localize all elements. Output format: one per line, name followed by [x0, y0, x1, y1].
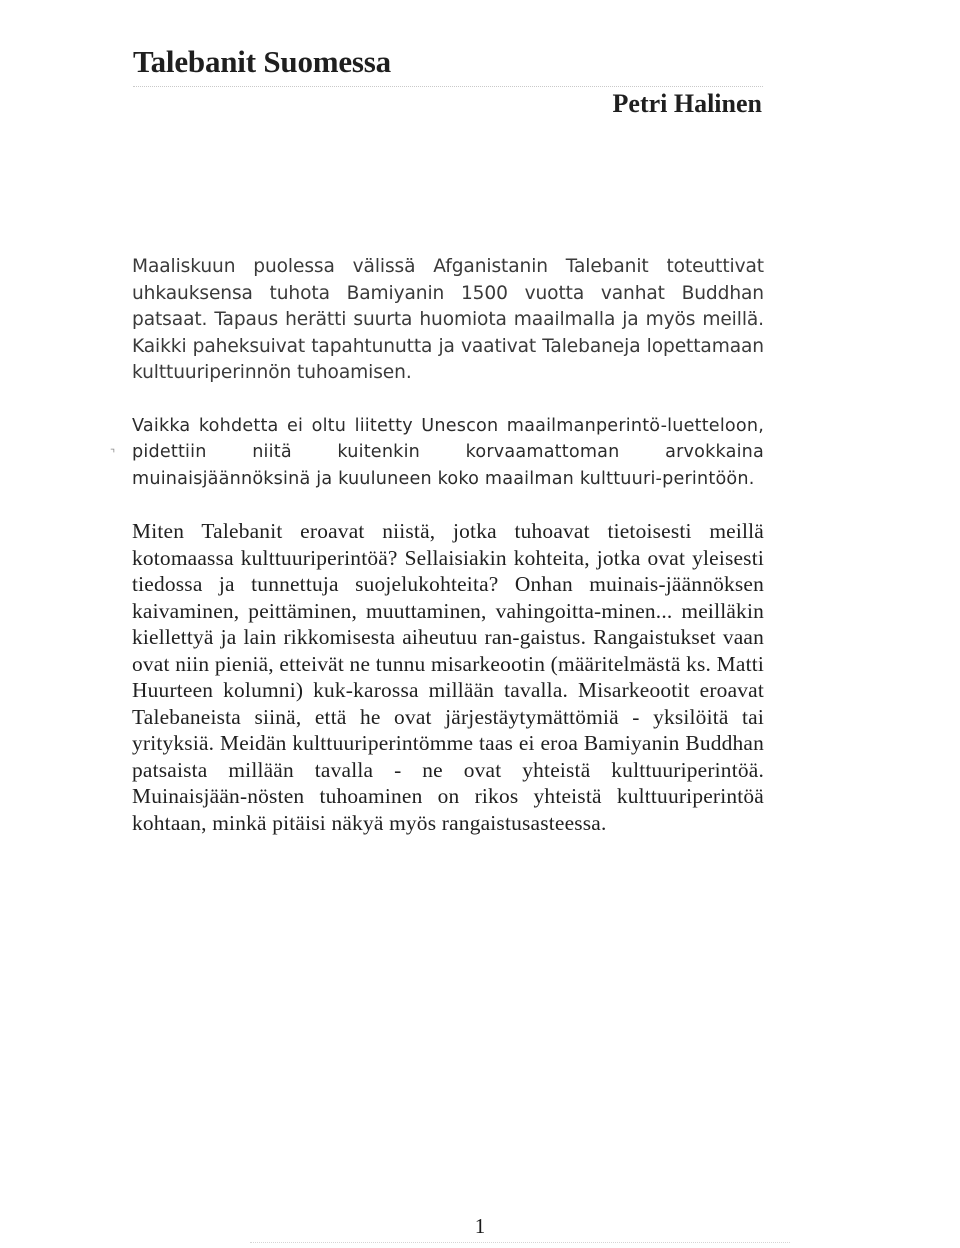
paragraph-1: Maaliskuun puolessa välissä Afganistanin Talebanit toteuttivat uhkauksensa tuhota Bamiyanin 1500 vuotta vanhat Buddhan patsaat. Tapaus herätti suurta huomiota maailmalla ja myös meillä. Kaikki paheksuivat tapahtunutta ja vaativat Talebaneja lopettamaan kulttuuriperinnön tuhoamisen. — [132, 256, 764, 383]
scan-bottom-artifact — [250, 1242, 790, 1243]
title-divider — [133, 86, 763, 87]
paragraph-2: Vaikka kohdetta ei oltu liitetty Unescon maailmanperintö-luetteloon, pidettiin niitä kuitenkin korvaamattoman arvokkaina muinaisjäännöksinä ja kuuluneen koko maailman kulttuuri-perintöön. — [132, 415, 764, 489]
page-number: 1 — [474, 1214, 486, 1238]
article-title: Talebanit Suomessa — [133, 44, 391, 79]
author-name: Petri Halinen — [612, 89, 762, 118]
scan-margin-mark: ⌝ — [110, 447, 116, 460]
article-body — [132, 254, 764, 836]
paragraph-3: Miten Talebanit eroavat niistä, jotka tuhoavat tietoisesti meillä kotomaassa kulttuuriperintöä? Sellaisiakin kohteita, jotka ovat yleisesti tiedossa ja tunnettuja suojelukohteita? Onhan muinais-jäännöksen kaivaminen, peittäminen, muuttaminen, vahingoitta-minen... meilläkin kiellettyä ja lain rikkomisesta aiheutuu ran-gaistus. Rangaistukset vaan ovat niin pieniä, etteivät ne tunnu misarkeootin (määritelmästä ks. Matti Huurteen kolumni) kuk-karossa millään tavalla. Misarkeootit eroavat Talebaneista siinä, että he ovat järjestäytymättömiä - yksilöitä tai yrityksiä. Meidän kulttuuriperintömme taas ei eroa Bamiyanin Buddhan patsaista millään tavalla - ne ovat yhteistä kulttuuriperintöä. Muinaisjään-nösten tuhoaminen on rikos yhteistä kulttuuriperintöä kohtaan, minkä pitäisi näkyä myös rangaistusasteessa. — [132, 519, 764, 835]
